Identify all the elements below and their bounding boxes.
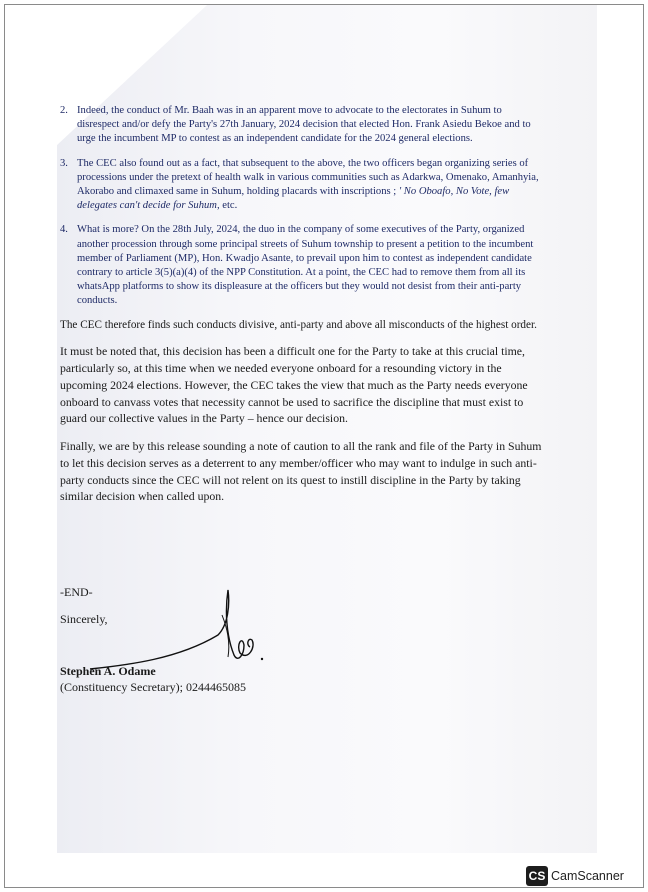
letter-body (60, 104, 542, 516)
paragraph: The CEC therefore finds such conducts divisive, anti-party and above all misconducts of the highest order. (60, 319, 537, 332)
camscanner-logo-icon: CS (526, 866, 548, 886)
item-number: 4. (60, 224, 68, 236)
item-text: What is more? On the 28th July, 2024, the duo in the company of some executives of the Party, organized another procession through some principal streets of Suhum township to present a petition to the incumbent member of Parliament (MP), Hon. Kwadjo Asante, to prevail upon him to contest as independent candidate contrary to article 3(5)(a)(4) of the NPP Constitution. At a point, the CEC had to remove them from all its whatsApp platforms to show its displeasure at the officers but they would not desist from their anti-party conducts. (77, 224, 534, 307)
item-number: 2. (60, 105, 68, 116)
camscanner-watermark (526, 866, 624, 886)
item-text: Indeed, the conduct of Mr. Baah was in an apparent move to advocate to the electorates in Suhum to disrespect and/or defy the Party's 27th January, 2024 decision that elected Hon. Frank Asiedu Bekoe and to urge the incumbent MP to contest as an independent candidate for the 2024 general elections. (77, 105, 531, 145)
signatory-name: Stephen A. Odame (60, 664, 156, 678)
list-item (60, 104, 542, 147)
paragraph: It must be noted that, this decision has been a difficult one for the Party to take at this crucial time, particularly so, at this time when we needed everyone onboard for a resounding victory in the upcoming 2024 elections. However, the CEC takes the view that much as the Party needs everyone onboard to canvass votes that necessity cannot be used to sacrifice the discipline that must exist to guard our collective values in the Party – hence our decision. (60, 344, 528, 426)
list-item (60, 223, 542, 308)
camscanner-label: CamScanner (551, 869, 624, 883)
sincerely-text: Sincerely, (60, 611, 108, 626)
paragraph: Finally, we are by this release sounding a note of caution to all the rank and file of the Party in Suhum to let this decision serves as a deterrent to any member/officer who may want to indulge in such anti-party conducts since the CEC will not relent on its quest to instill discipline in the Party by taking similar decision when called upon. (60, 439, 542, 504)
item-text (77, 157, 542, 214)
end-marker: -END- (60, 585, 93, 599)
list-item (60, 157, 542, 214)
item-text-tail: etc. (222, 200, 238, 212)
signatory-title: (Constituency Secretary); 0244465085 (60, 680, 246, 694)
placard-quote: ' No Oboafo, No Vote, few delegates can't decide for Suhum, (77, 185, 510, 212)
item-text-main: The CEC also found out as a fact, that subsequent to the above, the two officers began organizing series of processions under the pretext of health walk in various communities such as Adarkwa, Omenako, Amanhyia, Akorabo and climaxed same in Suhum, holding placards with inscriptions ; (77, 157, 539, 197)
item-number: 3. (60, 157, 68, 169)
